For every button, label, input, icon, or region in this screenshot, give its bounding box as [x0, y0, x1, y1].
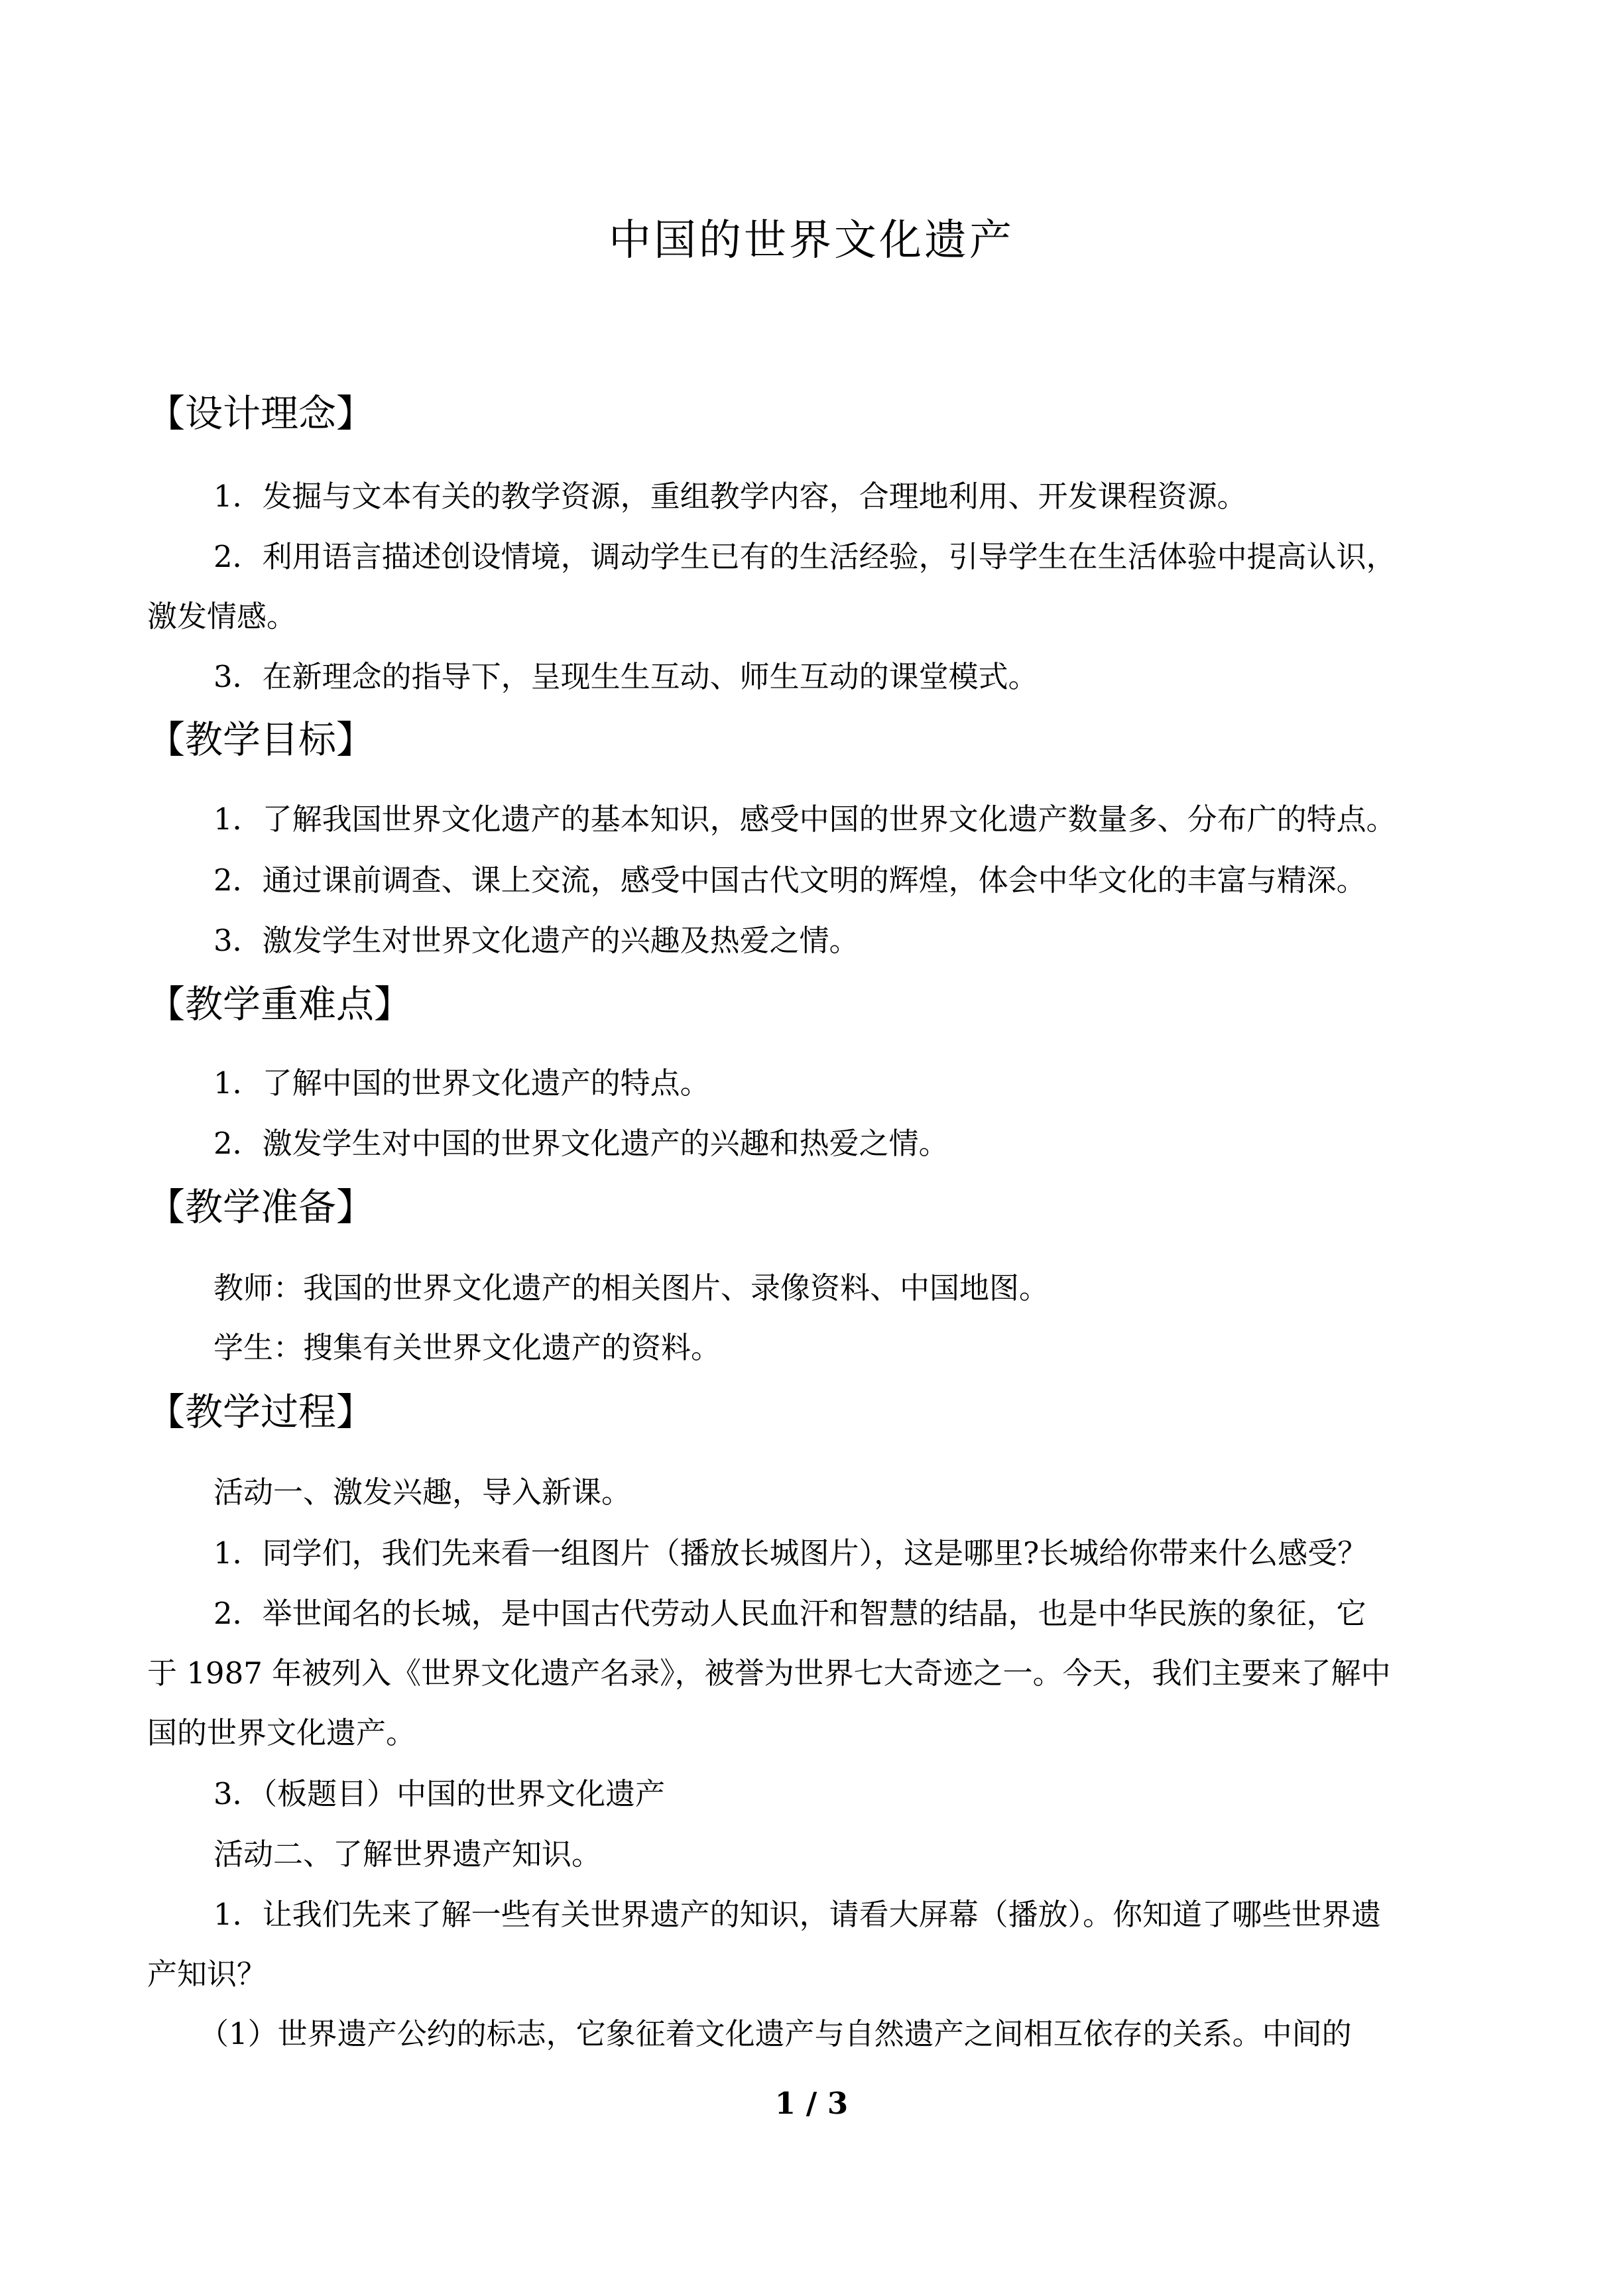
section-heading-key-difficulties: 【教学重难点】	[147, 983, 412, 1026]
paragraph	[147, 799, 1481, 840]
document-title: 中国的世界文化遗产	[609, 216, 1014, 265]
paragraph	[147, 476, 1481, 517]
paragraph	[147, 1063, 1481, 1104]
paragraph-line: 2．利用语言描述创设情境，调动学生已有的生活经验，引导学生在生活体验中提高认识，	[213, 539, 1396, 574]
paragraph	[147, 656, 1481, 697]
paragraph	[147, 1894, 1481, 1995]
paragraph	[147, 2014, 1481, 2055]
paragraph-line: 激发情感。	[147, 599, 297, 634]
section-heading-design-concept: 【设计理念】	[147, 392, 374, 436]
paragraph-line: 1．让我们先来了解一些有关世界遗产的知识，请看大屏幕（播放）。你知道了哪些世界遗	[213, 1897, 1382, 1932]
paragraph-line: 学生：搜集有关世界文化遗产的资料。	[213, 1330, 721, 1365]
paragraph-line: 产知识？	[147, 1957, 267, 1992]
paragraph-line: 3．在新理念的指导下，呈现生生互动、师生互动的课堂模式。	[213, 659, 1038, 694]
paragraph	[147, 1327, 1481, 1368]
paragraph	[147, 1834, 1481, 1875]
paragraph-line: 1．发掘与文本有关的教学资源，重组教学内容，合理地利用、开发课程资源。	[213, 479, 1247, 514]
paragraph-line: 2．激发学生对中国的世界文化遗产的兴趣和热爱之情。	[213, 1126, 949, 1161]
paragraph-line: 3．（板题目）中国的世界文化遗产	[213, 1776, 666, 1811]
paragraph-line: （1）世界遗产公约的标志，它象征着文化遗产与自然遗产之间相互依存的关系。中间的	[199, 2016, 1352, 2051]
paragraph	[147, 920, 1481, 961]
paragraph	[147, 860, 1481, 901]
paragraph	[147, 536, 1481, 637]
paragraph-line: 活动二、了解世界遗产知识。	[213, 1837, 602, 1872]
paragraph	[147, 1472, 1481, 1513]
section-heading-teaching-preparation: 【教学准备】	[147, 1185, 374, 1229]
paragraph-line: 2．举世闻名的长城，是中国古代劳动人民血汗和智慧的结晶，也是中华民族的象征，它	[213, 1596, 1366, 1631]
paragraph-line: 国的世界文化遗产。	[147, 1715, 416, 1750]
paragraph-line: 1．了解我国世界文化遗产的基本知识，感受中国的世界文化遗产数量多、分布广的特点。	[213, 802, 1396, 837]
paragraph	[147, 1268, 1481, 1309]
paragraph-line: 1．同学们，我们先来看一组图片（播放长城图片），这是哪里?长城给你带来什么感受？	[213, 1536, 1368, 1571]
section-heading-teaching-objectives: 【教学目标】	[147, 718, 374, 762]
paragraph-line: 2．通过课前调查、课上交流，感受中国古代文明的辉煌，体会中华文化的丰富与精深。	[213, 863, 1366, 898]
paragraph	[147, 1533, 1481, 1574]
paragraph-line: 活动一、激发兴趣，导入新课。	[213, 1475, 632, 1510]
paragraph	[147, 1593, 1481, 1754]
paragraph-line: 1．了解中国的世界文化遗产的特点。	[213, 1065, 710, 1101]
paragraph	[147, 1123, 1481, 1164]
paragraph-line: 教师：我国的世界文化遗产的相关图片、录像资料、中国地图。	[213, 1270, 1050, 1305]
page-number: 1 / 3	[774, 2086, 849, 2121]
section-heading-teaching-process: 【教学过程】	[147, 1390, 374, 1434]
paragraph-line: 3．激发学生对世界文化遗产的兴趣及热爱之情。	[213, 923, 859, 958]
paragraph	[147, 1774, 1481, 1815]
paragraph-line: 于 1987 年被列入《世界文化遗产名录》，被誉为世界七大奇迹之一。今天，我们主要来了解中	[147, 1656, 1391, 1691]
